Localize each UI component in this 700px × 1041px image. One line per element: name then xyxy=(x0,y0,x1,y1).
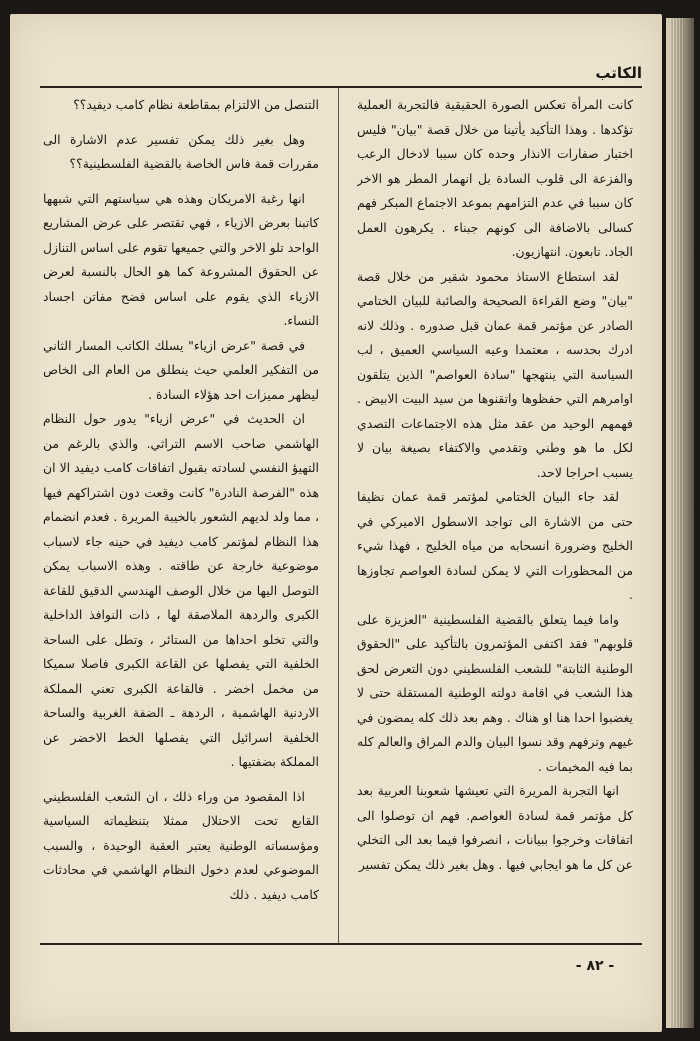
paragraph: واما فيما يتعلق بالقضية الفلسطينية "العزيزة على قلوبهم" فقد اكتفى المؤتمرون بالتأكيد على "الحقوق الوطنية الثابتة" للشعب الفلسطيني دون التعرض لحق هذا الشعب في اقامة دولته الوطنية المستقلة حتى لا يغضبوا احدا هنا او هناك . وهم بعد ذلك كله يمضون في غيهم وترفهم وقد نسوا البيان والدم المراق والعالم كله بما فيه المخيمات . xyxy=(357,611,633,774)
paragraph: التنصل من الالتزام بمقاطعة نظام كامب ديفيد؟؟ xyxy=(73,97,319,112)
footer-rule xyxy=(40,943,642,945)
paragraph: كانت المرأة تعكس الصورة الحقيقية فالتجربة العملية تؤكدها . وهذا التأكيد يأتينا من خلال قصة "بيان" فليس اختبار صفارات الانذار وحده كان سببا لادخال الرعب والفزعة الى قلوب السادة بل انهمار المطر هو الاخر كان سببا في عدم التزامهم بموعد الاجتماع المبكر فهم كسالى بالاضافة الى كونهم جبناء . يكرهون العمل الجاد. تابعون. انتهازيون. xyxy=(357,97,633,259)
header-rule xyxy=(40,86,642,88)
paragraph: ان الحديث في "عرض ازياء" يدور حول النظام الهاشمي صاحب الاسم التراثي. والذي بالرغم من التهيؤ النفسي لسادته بقبول اتفاقات كامب ديفيد الا ان هذه "الفرصة النادرة" كانت وقعت دون اشتراكهم فيها ، مما ولد لديهم الشعور بالخيبة المريرة . فعدم انضمام هذا النظام لمؤتمر كامب ديفيد في حينه جاء لاسباب موضوعية خارجة عن طاقته . وهذه الاسباب يمكن التوصل اليها من خلال الوصف الهندسي الدقيق للقاعة الكبرى والردهة الملاصقة لها ، ذات النوافذ الداخلية والتي تخلو احداها من الستائر ، وتطل على الساحة الخلفية التي يفصلها عن القاعة الكبرى فاصلا سميكا من مخمل اخضر . فالقاعة الكبرى تعني المملكة الاردنية الهاشمية ، الردهة ـ الضفة الغربية والساحة الخلفية اسرائيل التي يفصلها الخط الاخضر عن المملكة بضفتيها . xyxy=(43,411,319,769)
paragraph: في قصة "عرض ازياء" يسلك الكاتب المسار الثاني من التفكير العلمي حيث ينطلق من العام الى الخاص ليظهر مميزات احد هؤلاء السادة . xyxy=(43,337,319,402)
book-page-edge xyxy=(666,18,694,1028)
column-divider xyxy=(338,88,339,943)
paragraph: وهل بغير ذلك يمكن تفسير عدم الاشارة الى مقررات قمة فاس الخاصة بالقضية الفلسطينية؟؟ xyxy=(43,131,319,171)
paragraph: لقد استطاع الاستاذ محمود شقير من خلال قصة "بيان" وضع القراءة الصحيحة والصائبة للبيان الختامي الصادر عن مؤتمر قمة عمان قبل صدوره . وذلك لانه ادرك بحدسه ، معتمدا وعيه السياسي العميق ، لب السياسة التي ينتهجها "سادة العواصم" الذين يتلقون اوامرهم التي حفظوها واتقنوها من سيد البيت الابيض . فهمهم الوحيد من عقد مثل هذه الاجتماعات التصدي لكل ما هو وطني وتقدمي والاكتفاء بصيغة بيان لا يسبب احراجا لاحد. xyxy=(357,268,633,480)
paragraph: انها رغبة الامريكان وهذه هي سياستهم التي شبهها كاتبنا بعرض الازياء ، فهي تقتصر على عرض المشاريع الواحد تلو الاخر والتي جميعها تقوم على اساس التنازل عن الحقوق المشروعة كما هو الحال بالنسبة لعرض الازياء الذي يقوم على اساس فضح مفاتن اجساد النساء. xyxy=(43,190,319,328)
paragraph: اذا المقصود من وراء ذلك ، ان الشعب الفلسطيني القابع تحت الاحتلال ممثلا بتنظيماته السياسية ومؤسساته الوطنية يعتبر العقبة الوحيدة ، والسبب الموضوعي لعدم دخول النظام الهاشمي في محادثات كامب ديفيد . ذلك xyxy=(43,788,319,902)
left-column xyxy=(43,93,319,938)
running-head: الكاتب xyxy=(595,64,642,82)
paragraph: انها التجربة المريرة التي تعيشها شعوبنا العربية بعد كل مؤتمر قمة لسادة العواصم. فهم ان توصلوا الى اتفاقات وخرجوا ببيانات ، انصرفوا فيما بعد الى التخلي عن كل ما هو ايجابي فيها . وهل بغير ذلك يمكن تفسير xyxy=(357,783,633,872)
paragraph: لقد جاء البيان الختامي لمؤتمر قمة عمان نظيفا حتى من الاشارة الى تواجد الاسطول الاميركي في الخليج وضرورة انسحابه من مياه الخليج ، فهذا شيء من المحظورات التي لا يمكن لسادة العواصم تجاوزها . xyxy=(357,489,633,602)
page-number: - ٨٢ - xyxy=(575,958,615,974)
right-column xyxy=(357,93,633,938)
